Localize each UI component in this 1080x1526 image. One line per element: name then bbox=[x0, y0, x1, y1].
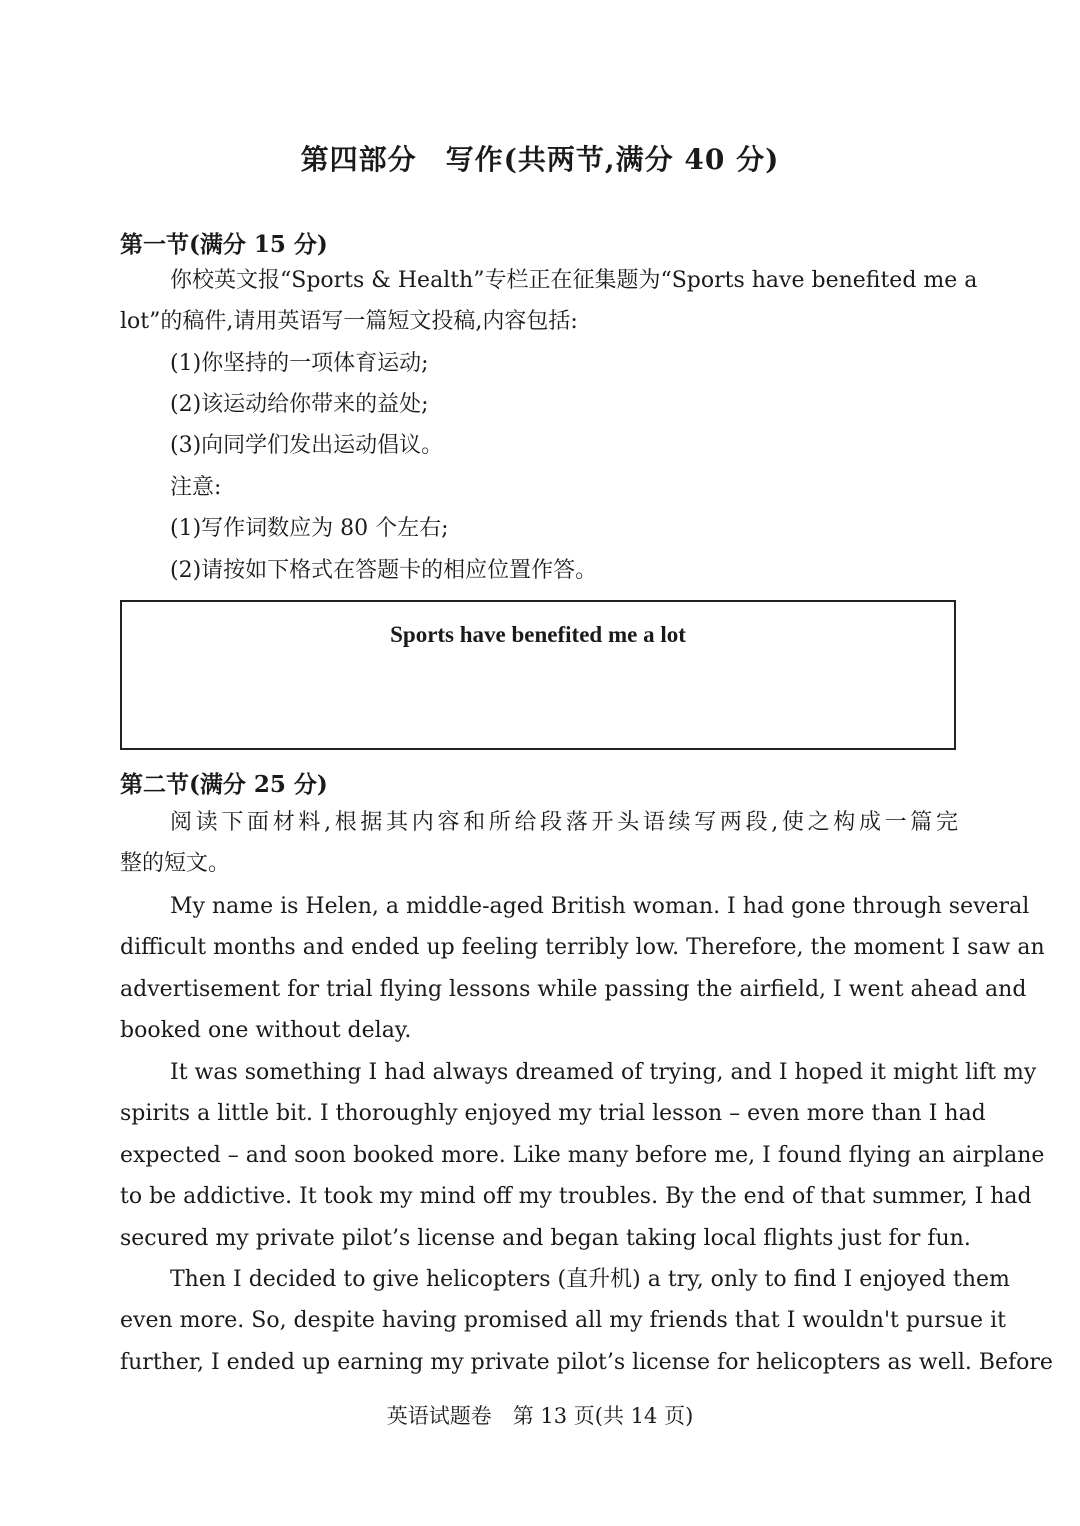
section2-intro-line: 阅读下面材料,根据其内容和所给段落开头语续写两段,使之构成一篇完 bbox=[170, 810, 958, 835]
passage-line: secured my private pilot’s license and began taking local flights just for fun. bbox=[120, 1226, 971, 1251]
section2-intro-line: 整的短文。 bbox=[120, 851, 231, 876]
passage-line: even more. So, despite having promised all my friends that I wouldn't pursue it bbox=[120, 1308, 1006, 1333]
note-label: 注意: bbox=[170, 475, 222, 500]
section1-intro-line: lot”的稿件,请用英语写一篇短文投稿,内容包括: bbox=[120, 309, 578, 334]
page-footer: 英语试题卷 第 13 页(共 14 页) bbox=[386, 1404, 694, 1428]
note-item: (1)写作词数应为 80 个左右; bbox=[170, 516, 449, 541]
requirement-item: (1)你坚持的一项体育运动; bbox=[170, 351, 429, 376]
answer-box-title: Sports have benefited me a lot bbox=[390, 622, 686, 647]
passage-line: to be addictive. It took my mind off my troubles. By the end of that summer, I had bbox=[120, 1184, 1032, 1209]
part-title: 第四部分 写作(共两节,满分 40 分) bbox=[300, 143, 780, 176]
passage-line: Then I decided to give helicopters (直升机) a try, only to find I enjoyed them bbox=[170, 1267, 1010, 1292]
passage-line: further, I ended up earning my private pilot’s license for helicopters as well. Before bbox=[120, 1350, 1053, 1375]
section1-heading: 第一节(满分 15 分) bbox=[120, 231, 328, 258]
passage-line: expected – and soon booked more. Like many before me, I found flying an airplane bbox=[120, 1143, 1045, 1168]
answer-format-box bbox=[120, 600, 956, 750]
passage-line: It was something I had always dreamed of trying, and I hoped it might lift my bbox=[170, 1060, 1037, 1085]
section2-heading: 第二节(满分 25 分) bbox=[120, 771, 328, 798]
section1-intro-line: 你校英文报“Sports & Health”专栏正在征集题为“Sports have benefited me a bbox=[170, 268, 978, 293]
note-item: (2)请按如下格式在答题卡的相应位置作答。 bbox=[170, 558, 598, 583]
requirement-item: (3)向同学们发出运动倡议。 bbox=[170, 433, 444, 458]
passage-line: booked one without delay. bbox=[120, 1018, 412, 1043]
passage-line: spirits a little bit. I thoroughly enjoyed my trial lesson – even more than I had bbox=[120, 1101, 986, 1126]
requirement-item: (2)该运动给你带来的益处; bbox=[170, 392, 429, 417]
passage-line: difficult months and ended up feeling terribly low. Therefore, the moment I saw an bbox=[120, 935, 1045, 960]
passage-line: My name is Helen, a middle-aged British woman. I had gone through several bbox=[170, 894, 1030, 919]
passage-line: advertisement for trial flying lessons while passing the airfield, I went ahead and bbox=[120, 977, 1027, 1002]
